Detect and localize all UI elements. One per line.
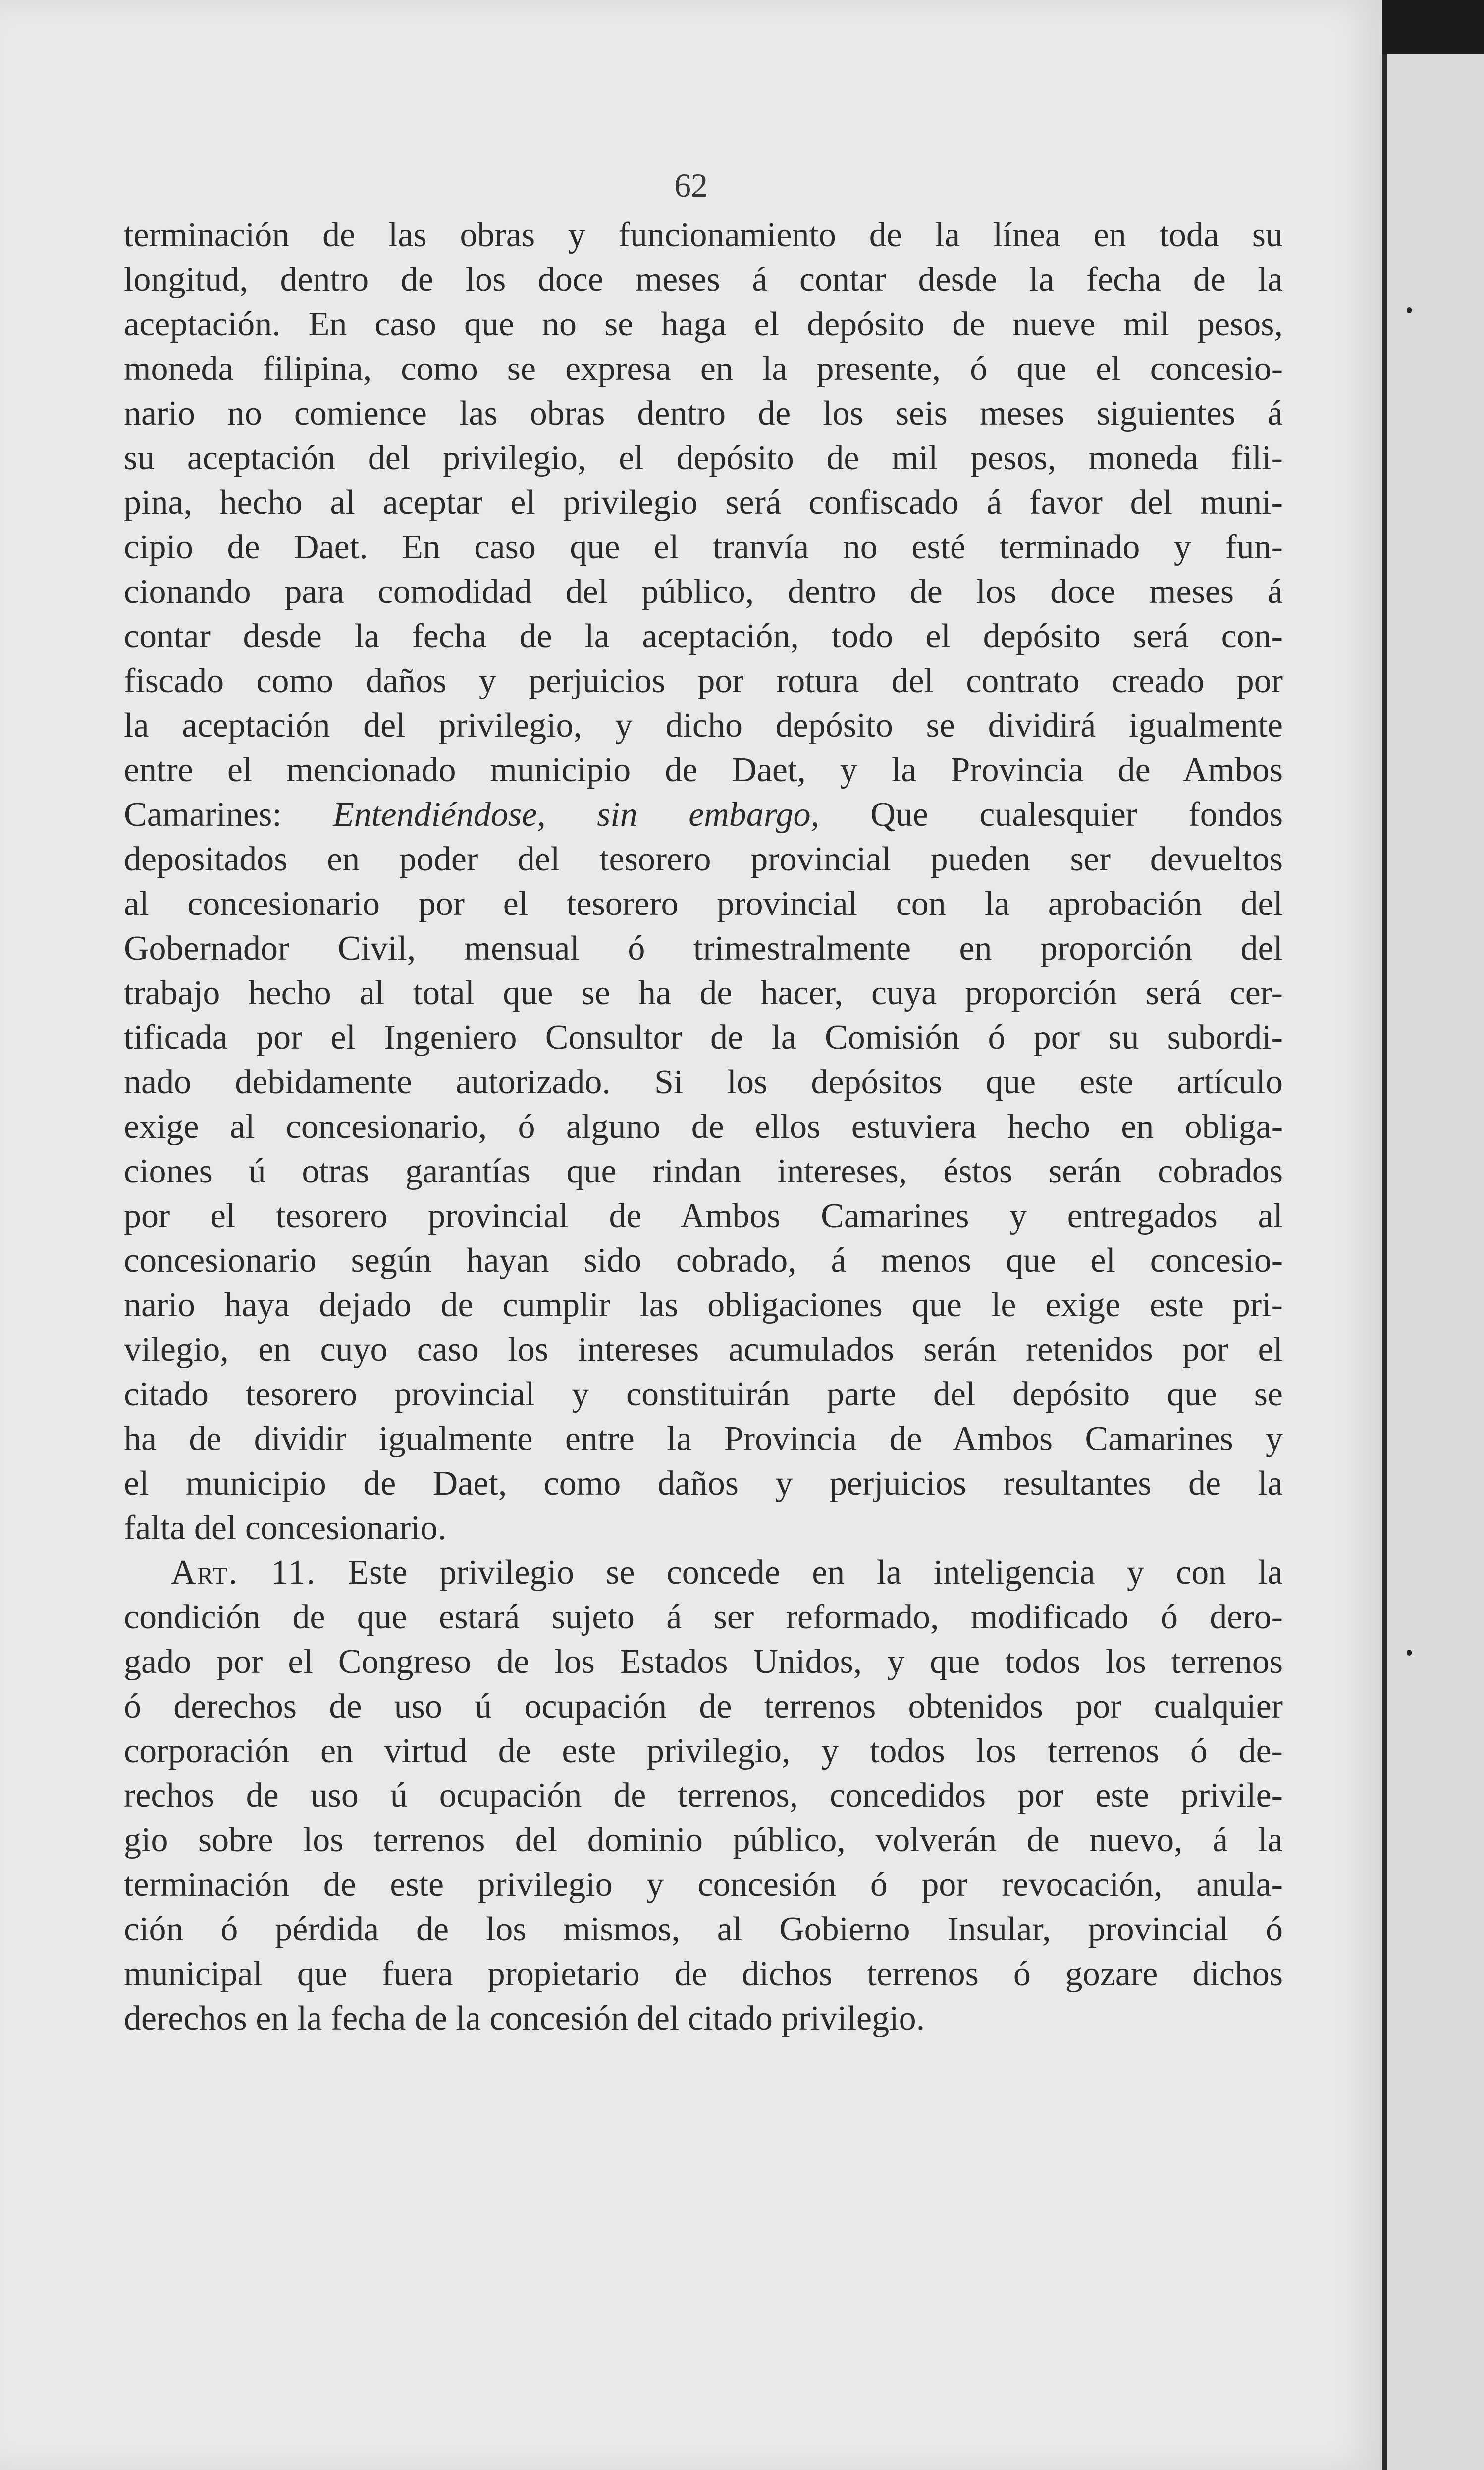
text-line: aceptación. En caso que no se haga el depósito de nueve mil pesos, <box>124 305 1283 343</box>
text-line: pina, hecho al aceptar el privilegio será confiscado á favor del muni- <box>124 483 1283 522</box>
text-line: gado por el Congreso de los Estados Unidos, y que todos los terrenos <box>124 1643 1283 1681</box>
text-line: su aceptación del privilegio, el depósito de mil pesos, moneda fili- <box>124 439 1283 477</box>
text-line: tificada por el Ingeniero Consultor de la Comisión ó por su subordi- <box>124 1019 1283 1057</box>
text-line: terminación de las obras y funcionamiento de la línea en toda su <box>124 216 1283 254</box>
body-text <box>124 213 1283 2041</box>
text-line: concesionario según hayan sido cobrado, á menos que el concesio- <box>124 1241 1283 1280</box>
text-line: trabajo hecho al total que se ha de hacer, cuya proporción será cer- <box>124 974 1283 1012</box>
margin-speck <box>1407 1650 1412 1656</box>
article-label: Art. 11. <box>171 1554 316 1592</box>
text-line: depositados en poder del tesorero provincial pueden ser devueltos <box>124 840 1283 878</box>
text-line: corporación en virtud de este privilegio, y todos los terrenos ó de- <box>124 1732 1283 1770</box>
text-line: condición de que estará sujeto á ser reformado, modificado ó dero- <box>124 1598 1283 1636</box>
page-number: 62 <box>674 166 708 204</box>
text-line: nado debidamente autorizado. Si los depósitos que este artículo <box>124 1063 1283 1101</box>
text-line: nario no comience las obras dentro de los seis meses siguientes á <box>124 394 1283 432</box>
text-line: el municipio de Daet, como daños y perjuicios resultantes de la <box>124 1464 1283 1503</box>
text-line: ha de dividir igualmente entre la Provincia de Ambos Camarines y <box>124 1420 1283 1458</box>
text-line: falta del concesionario. <box>124 1509 447 1547</box>
text-line: ción ó pérdida de los mismos, al Gobierno Insular, provincial ó <box>124 1910 1283 1948</box>
text-line: cionando para comodidad del público, dentro de los doce meses á <box>124 573 1283 611</box>
paragraph-1-continued <box>124 837 1283 1551</box>
text-line: ó derechos de uso ú ocupación de terrenos obtenidos por cualquier <box>124 1687 1283 1725</box>
paragraph-1 <box>124 213 1283 793</box>
text-line: fiscado como daños y perjuicios por rotura del contrato creado por <box>124 662 1283 700</box>
text-line: ciones ú otras garantías que rindan intereses, éstos serán cobrados <box>124 1152 1283 1190</box>
text-line: vilegio, en cuyo caso los intereses acumulados serán retenidos por el <box>124 1331 1283 1369</box>
text-line: longitud, dentro de los doce meses á contar desde la fecha de la <box>124 261 1283 299</box>
text-line: la aceptación del privilegio, y dicho depósito se dividirá igualmente <box>124 706 1283 745</box>
article-heading-line: Art. 11. Este privilegio se concede en la inteligencia y con la <box>171 1554 1283 1592</box>
text-line: municipal que fuera propietario de dichos terrenos ó gozare dichos <box>124 1955 1283 1993</box>
text-line: por el tesorero provincial de Ambos Camarines y entregados al <box>124 1197 1283 1235</box>
text-line: nario haya dejado de cumplir las obligaciones que le exige este pri- <box>124 1286 1283 1324</box>
text-line: exige al concesionario, ó alguno de ellos estuviera hecho en obliga- <box>124 1108 1283 1146</box>
text-line: Camarines: Entendiéndose, sin embargo, Que cualesquier fondos <box>124 796 1283 834</box>
text-line: rechos de uso ú ocupación de terrenos, concedidos por este privile- <box>124 1776 1283 1815</box>
adjacent-page-edge <box>1382 54 1484 2470</box>
text-line: citado tesorero provincial y constituirán parte del depósito que se <box>124 1375 1283 1413</box>
text-line: moneda filipina, como se expresa en la presente, ó que el concesio- <box>124 350 1283 388</box>
text-line: cipio de Daet. En caso que el tranvía no esté terminado y fun- <box>124 528 1283 566</box>
text-line: terminación de este privilegio y concesión ó por revocación, anula- <box>124 1866 1283 1904</box>
text-line: derechos en la fecha de la concesión del citado privilegio. <box>124 1999 925 2038</box>
italic-phrase: Entendiéndose, sin embargo, <box>333 796 819 834</box>
text-line: contar desde la fecha de la aceptación, todo el depósito será con- <box>124 617 1283 655</box>
text-line: Gobernador Civil, mensual ó trimestralmente en proporción del <box>124 929 1283 967</box>
paragraph-2 <box>124 1595 1283 2041</box>
text-line: al concesionario por el tesorero provincial con la aprobación del <box>124 885 1283 923</box>
margin-speck <box>1407 307 1412 313</box>
text-line: entre el mencionado municipio de Daet, y la Provincia de Ambos <box>124 751 1283 789</box>
text-line: gio sobre los terrenos del dominio público, volverán de nuevo, á la <box>124 1821 1283 1859</box>
